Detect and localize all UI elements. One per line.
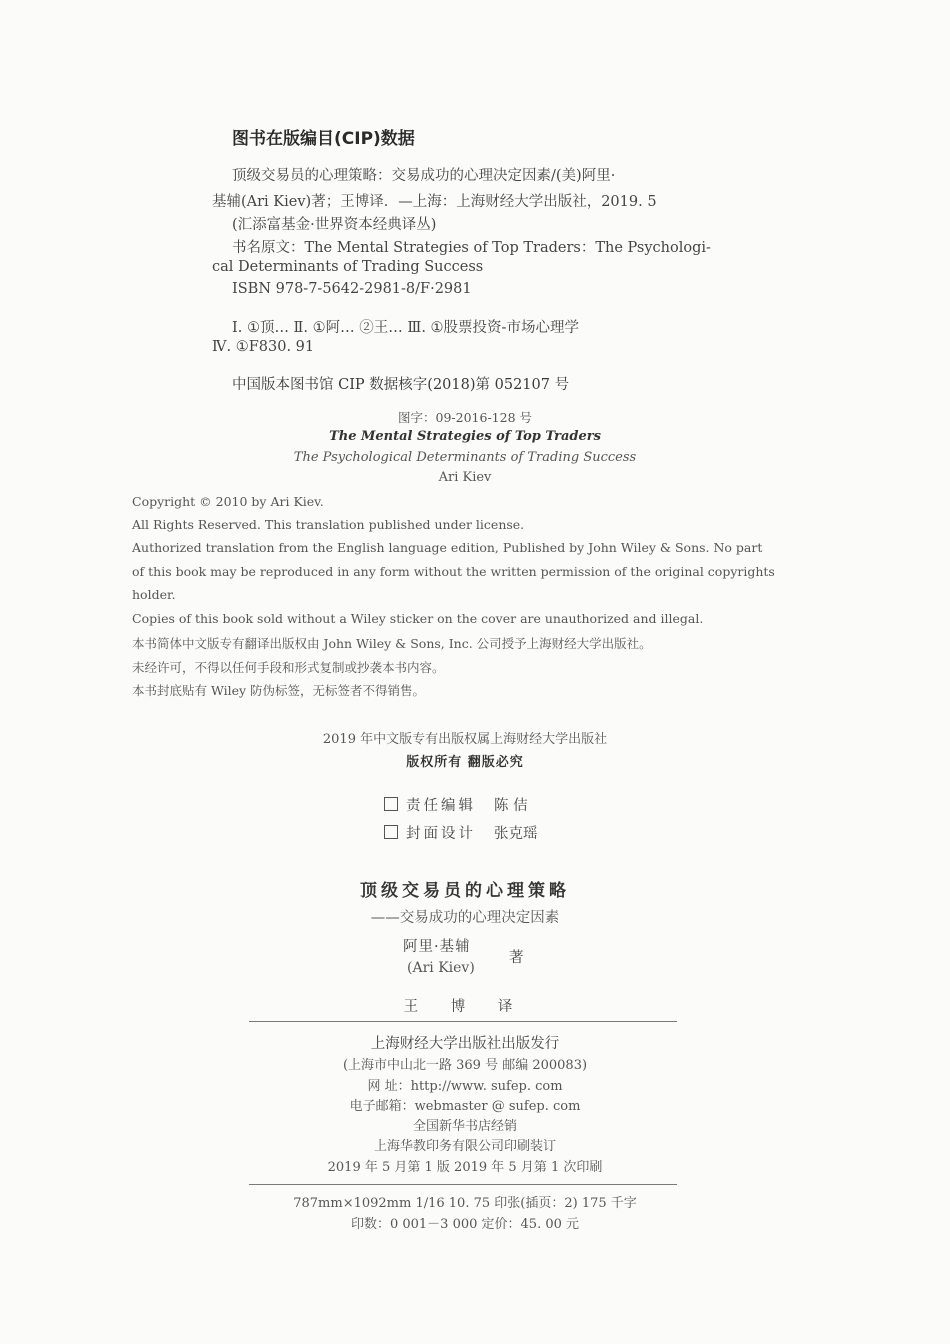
print-specs: 印数：0 001－3 000 定价：45. 00 元 <box>350 1217 580 1232</box>
copyright-line: 未经许可，不得以任何手段和形式复制或抄袭本书内容。 <box>132 660 445 675</box>
divider <box>249 1021 677 1022</box>
cip-verification: 中国版本图书馆 CIP 数据核字(2018)第 052107 号 <box>232 377 570 393</box>
editor-name: 张克瑶 <box>494 826 538 842</box>
colophon-line: 上海财经大学出版社出版发行 <box>370 1036 560 1052</box>
divider <box>249 1184 677 1185</box>
editor-name: 陈 佶 <box>494 798 528 814</box>
colophon-line: 网 址：http://www. sufep. com <box>367 1079 563 1094</box>
book-subtitle: ——交易成功的心理决定因素 <box>370 910 560 926</box>
copyright-line: Copies of this book sold without a Wiley sticker on the cover are unauthorized and illegal. <box>132 611 704 626</box>
book-title: 顶级交易员的心理策略 <box>360 881 570 901</box>
registration-number: 图字：09-2016-128 号 <box>398 410 532 425</box>
print-specs: 787mm×1092mm 1/16 10. 75 印张(插页：2) 175 千字 <box>293 1196 637 1211</box>
cip-heading: 图书在版编目(CIP)数据 <box>232 129 415 149</box>
original-author: Ari Kiev <box>438 470 492 485</box>
editor-role: 责任编辑 <box>406 798 476 814</box>
publication-rights: 2019 年中文版专有出版权属上海财经大学出版社 <box>322 732 608 747</box>
colophon-line: (上海市中山北一路 369 号 邮编 200083) <box>342 1058 588 1073</box>
copyright-line: of this book may be reproduced in any form without the written permission of the original copyrights <box>132 564 775 579</box>
copyright-line: All Rights Reserved. This translation published under license. <box>132 517 525 532</box>
cip-isbn: ISBN 978-7-5642-2981-8/F·2981 <box>232 281 472 297</box>
colophon-line: 2019 年 5 月第 1 版 2019 年 5 月第 1 次印刷 <box>327 1160 603 1175</box>
copyright-line: Copyright © 2010 by Ari Kiev. <box>132 494 324 509</box>
copyright-line: holder. <box>132 587 176 602</box>
cip-line: cal Determinants of Trading Success <box>212 259 484 275</box>
cip-classification: Ⅳ. ①F830. 91 <box>212 339 315 355</box>
cip-line: 基辅(Ari Kiev)著；王博译．—上海：上海财经大学出版社，2019. 5 <box>212 194 657 210</box>
author-role: 著 <box>509 950 524 966</box>
rights-reserved: 版权所有 翻版必究 <box>406 755 524 770</box>
copyright-line: Authorized translation from the English language edition, Published by John Wiley & Sons. No part <box>132 540 763 555</box>
cip-classification: Ⅰ. ①顶… Ⅱ. ①阿… ②王… Ⅲ. ①股票投资-市场心理学 <box>232 320 579 336</box>
original-subtitle: The Psychological Determinants of Trading Success <box>293 450 637 465</box>
colophon-line: 上海华教印务有限公司印刷装订 <box>373 1139 556 1154</box>
copyright-line: 本书简体中文版专有翻译出版权由 John Wiley & Sons, Inc. 公司授予上海财经大学出版社。 <box>132 636 652 651</box>
editor-row <box>384 822 538 843</box>
colophon-line: 全国新华书店经销 <box>412 1119 517 1134</box>
cip-line: 书名原文：The Mental Strategies of Top Traders：The Psychologi- <box>232 240 711 256</box>
cip-line: 顶级交易员的心理策略：交易成功的心理决定因素/(美)阿里· <box>232 168 616 184</box>
author-name-cn: 阿里·基辅 <box>403 939 471 955</box>
author-name-en: (Ari Kiev) <box>407 960 475 976</box>
checkbox-square-icon <box>384 797 398 811</box>
editor-role: 封面设计 <box>406 826 476 842</box>
editor-row <box>384 794 528 815</box>
original-title: The Mental Strategies of Top Traders <box>329 429 601 444</box>
cip-line: (汇添富基金·世界资本经典译丛) <box>232 217 437 233</box>
copyright-line: 本书封底贴有 Wiley 防伪标签，无标签者不得销售。 <box>132 683 426 698</box>
colophon-line: 电子邮箱：webmaster @ sufep. com <box>349 1099 581 1114</box>
checkbox-square-icon <box>384 825 398 839</box>
translator: 王 博 译 <box>403 999 527 1015</box>
